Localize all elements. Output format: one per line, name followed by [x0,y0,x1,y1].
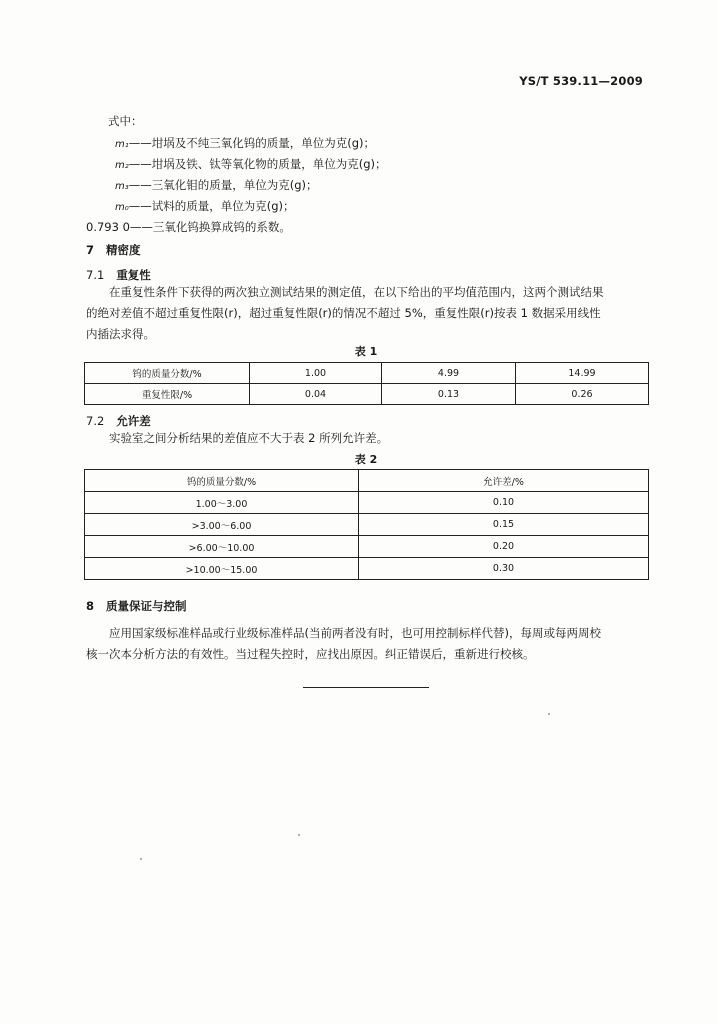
table-1-caption: 表 1 [354,345,378,358]
section-number: 7.2 [86,414,105,428]
table-cell: 14.99 [516,363,649,384]
table-cell: 0.20 [359,536,649,558]
section-title: 重复性 [116,268,151,282]
section-7-heading [86,242,141,258]
table-cell: 0.04 [250,384,382,405]
column-header: 钨的质量分数/% [85,470,359,492]
table-row [85,514,649,536]
legend-symbol: m₂ [115,160,129,171]
table-row [85,536,649,558]
table-row [85,492,649,514]
legend-item [115,175,318,197]
table-2-caption: 表 2 [354,453,378,466]
scan-speck [298,834,300,836]
legend-symbol: 0.793 0 [86,220,130,234]
table-1 [84,362,649,405]
section-7-2-body: 实验室之间分析结果的差值应不大于表 2 所列允许差。 [109,431,389,445]
section-7-1-body [86,282,656,345]
legend-item [115,196,295,218]
table-cell: 重复性限/% [85,384,250,405]
table-row [85,558,649,580]
legend-symbol: m₃ [115,181,129,192]
legend-item [86,217,291,238]
paragraph-line: 核一次本分析方法的有效性。当过程失控时，应找出原因。纠正错误后，重新进行校核。 [86,647,535,661]
section-title: 允许差 [116,414,151,428]
table-cell: 钨的质量分数/% [85,363,250,384]
table-2 [84,469,649,580]
legend-text: ——三氧化钼的质量，单位为克(g)； [128,178,318,192]
section-7-1-heading [86,267,151,283]
table-cell: >6.00～10.00 [85,536,359,558]
scan-speck [548,713,550,715]
document-code: YS/T 539.11—2009 [519,74,643,88]
legend-intro: 式中： [108,114,143,128]
legend-item [115,154,387,176]
table-cell: 4.99 [382,363,516,384]
paragraph-line: 在重复性条件下获得的两次独立测试结果的测定值，在以下给出的平均值范围内，这两个测试结果 [109,285,604,299]
legend-item [115,133,375,155]
table-cell: 0.13 [382,384,516,405]
legend-text: ——三氧化钨换算成钨的系数。 [129,220,291,234]
table-header-row [85,470,649,492]
legend-text: ——坩埚及铁、钛等氧化物的质量，单位为克(g)； [128,157,387,171]
end-rule [303,687,429,688]
table-cell: >10.00～15.00 [85,558,359,580]
section-title: 精密度 [106,243,141,257]
legend-symbol: m₀ [115,202,129,213]
table-cell: 0.15 [359,514,649,536]
section-number: 7.1 [86,268,105,282]
legend-text: ——试料的质量，单位为克(g)； [128,199,295,213]
table-cell: 0.10 [359,492,649,514]
table-cell: 0.30 [359,558,649,580]
table-cell: 1.00 [250,363,382,384]
paragraph-line: 内插法求得。 [86,327,155,341]
table-cell: 1.00～3.00 [85,492,359,514]
section-8-body [86,623,656,665]
table-row [85,384,649,405]
section-8-heading [86,598,187,614]
table-cell: 0.26 [516,384,649,405]
column-header: 允许差/% [359,470,649,492]
table-cell: >3.00～6.00 [85,514,359,536]
paragraph-line: 应用国家级标准样品或行业级标准样品(当前两者没有时，也可用控制标样代替)，每周或每两周校 [109,626,601,640]
legend-text: ——坩埚及不纯三氧化钨的质量，单位为克(g)； [128,136,376,150]
section-title: 质量保证与控制 [106,599,187,613]
section-number: 7 [86,243,95,257]
legend-symbol: m₁ [115,139,129,150]
section-number: 8 [86,599,95,613]
paragraph-line: 的绝对差值不超过重复性限(r)，超过重复性限(r)的情况不超过 5%，重复性限(r)按表 1 数据采用线性 [86,306,601,320]
table-row [85,363,649,384]
scan-speck [140,858,142,860]
section-7-2-heading [86,413,151,429]
